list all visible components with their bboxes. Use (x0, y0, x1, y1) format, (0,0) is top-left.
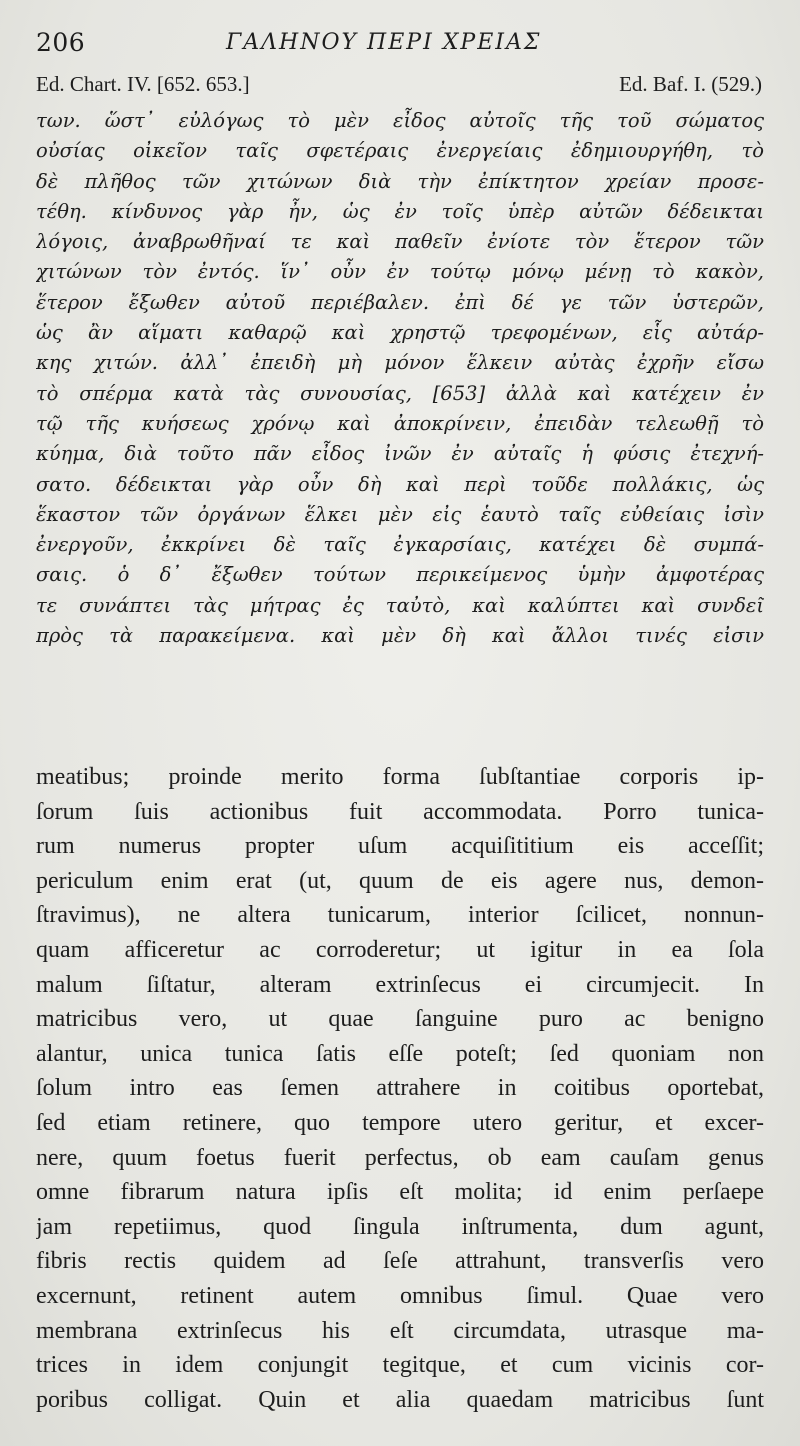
greek-text-line: τε συνάπτει τὰς μήτρας ἐς ταὐτὸ, καὶ καλύπτει καὶ συνδεῖ (36, 593, 764, 617)
latin-text-line: trices in idem conjungit tegitque, et cum vicinis cor- (36, 1352, 764, 1379)
edition-chartier-reference: Ed. Chart. IV. [652. 653.] (36, 72, 250, 96)
greek-text-block (36, 106, 764, 651)
greek-text-line: δὲ πλῆθος τῶν χιτώνων διὰ τὴν ἐπίκτητον χρείαν προσε- (36, 169, 764, 193)
latin-text-line: meatibus; proinde merito forma ſubſtantiae corporis ip- (36, 764, 764, 790)
latin-text-line: ſolum intro eas ſemen attrahere in coitibus oportebat, (36, 1075, 764, 1102)
latin-text-line: nere, quum foetus fuerit perfectus, ob eam cauſam genus (36, 1144, 764, 1171)
latin-text-line: fibris rectis quidem ad ſeſe attrahunt, transverſis vero (36, 1248, 764, 1275)
latin-text-line: excernunt, retinent autem omnibus ſimul. Quae vero (36, 1282, 764, 1309)
greek-text-line: σατο. δέδεικται γὰρ οὖν δὴ καὶ περὶ τοῦδε πολλάκις, ὡς (36, 472, 764, 496)
page-number: 206 (36, 28, 86, 57)
greek-text-line: σαις. ὁ δ᾽ ἔξωθεν τούτων περικείμενος ὑμὴν ἀμφοτέρας (36, 563, 764, 587)
greek-text-line: τῷ τῆς κυήσεως χρόνῳ καὶ ἀποκρίνειν, ἐπειδὰν τελεωθῇ τὸ (36, 411, 764, 435)
latin-text-line: membrana extrinſecus his eſt circumdata, utrasque ma- (36, 1317, 764, 1344)
latin-text-line: alantur, unica tunica ſatis eſſe poteſt; ſed quoniam non (36, 1040, 764, 1067)
running-head: ΓΑΛΗΝΟΥ ΠΕΡΙ ΧΡΕΙΑΣ (226, 30, 542, 55)
latin-text-line: quam afficeretur ac corroderetur; ut igitur in ea ſola (36, 936, 764, 963)
latin-text-line: rum numerus propter uſum acquiſititium eis acceſſit; (36, 833, 764, 860)
greek-text-line: κύημα, διὰ τοῦτο πᾶν εἶδος ἰνῶν ἐν αὐταῖς ἡ φύσις ἐτεχνή- (36, 442, 764, 466)
latin-text-line: periculum enim erat (ut, quum de eis agere nus, demon- (36, 867, 764, 894)
greek-text-line: λόγοις, ἀναβρωθῆναί τε καὶ παθεῖν ἐνίοτε τὸν ἕτερον τῶν (36, 230, 764, 254)
page-header (36, 28, 760, 64)
latin-text-block (36, 760, 764, 1417)
latin-text-line: malum ſiſtatur, alteram extrinſecus ei circumjecit. In (36, 971, 764, 998)
greek-text-line: οὐσίας οἰκεῖον ταῖς σφετέραις ἐνεργείαις ἐδημιουργήθη, τὸ (36, 139, 764, 163)
greek-text-line: τέθη. κίνδυνος γὰρ ἦν, ὡς ἐν τοῖς ὑπὲρ αὐτῶν δέδεικται (36, 199, 764, 223)
latin-text-line: jam repetiimus, quod ſingula inſtrumenta, dum agunt, (36, 1213, 764, 1240)
greek-text-line: κης χιτών. ἀλλ᾽ ἐπειδὴ μὴ μόνον ἕλκειν αὐτὰς ἐχρῆν εἴσω (36, 351, 764, 375)
greek-text-line: ἕκαστον τῶν ὀργάνων ἕλκει μὲν εἰς ἑαυτὸ ταῖς εὐθείαις ἰσὶν (36, 502, 764, 526)
latin-text-line: omne fibrarum natura ipſis eſt molita; id enim perſaepe (36, 1179, 764, 1206)
greek-text-line: ὡς ἂν αἵματι καθαρῷ καὶ χρηστῷ τρεφομένων, εἷς αὐτάρ- (36, 321, 764, 345)
greek-text-line: των. ὥστ᾽ εὐλόγως τὸ μὲν εἶδος αὐτοῖς τῆς τοῦ σώματος (36, 109, 764, 132)
latin-text-line: ſtravimus), ne altera tunicarum, interior ſcilicet, nonnun- (36, 902, 764, 929)
greek-text-line: χιτώνων τὸν ἐντός. ἵν᾽ οὖν ἐν τούτῳ μόνῳ μένῃ τὸ κακὸν, (36, 260, 764, 284)
latin-text-line: ſorum ſuis actionibus fuit accommodata. Porro tunica- (36, 798, 764, 825)
latin-text-line: matricibus vero, ut quae ſanguine puro ac benigno (36, 1006, 764, 1033)
latin-text-line: poribus colligat. Quin et alia quaedam matricibus ſunt (36, 1386, 764, 1413)
edition-reference-line (36, 72, 762, 102)
latin-text-line: ſed etiam retinere, quo tempore utero geritur, et excer- (36, 1109, 764, 1136)
edition-basel-reference: Ed. Baf. I. (529.) (619, 72, 762, 96)
greek-text-line: τὸ σπέρμα κατὰ τὰς συνουσίας, [653] ἀλλὰ καὶ κατέχειν ἐν (36, 381, 764, 405)
greek-text-line: πρὸς τὰ παρακείμενα. καὶ μὲν δὴ καὶ ἄλλοι τινές εἰσιν (36, 624, 764, 648)
greek-text-line: ἐνεργοῦν, ἐκκρίνει δὲ ταῖς ἐγκαρσίαις, κατέχει δὲ συμπά- (36, 533, 764, 557)
greek-text-line: ἕτερον ἔξωθεν αὐτοῦ περιέβαλεν. ἐπὶ δέ γε τῶν ὑστερῶν, (36, 290, 764, 314)
